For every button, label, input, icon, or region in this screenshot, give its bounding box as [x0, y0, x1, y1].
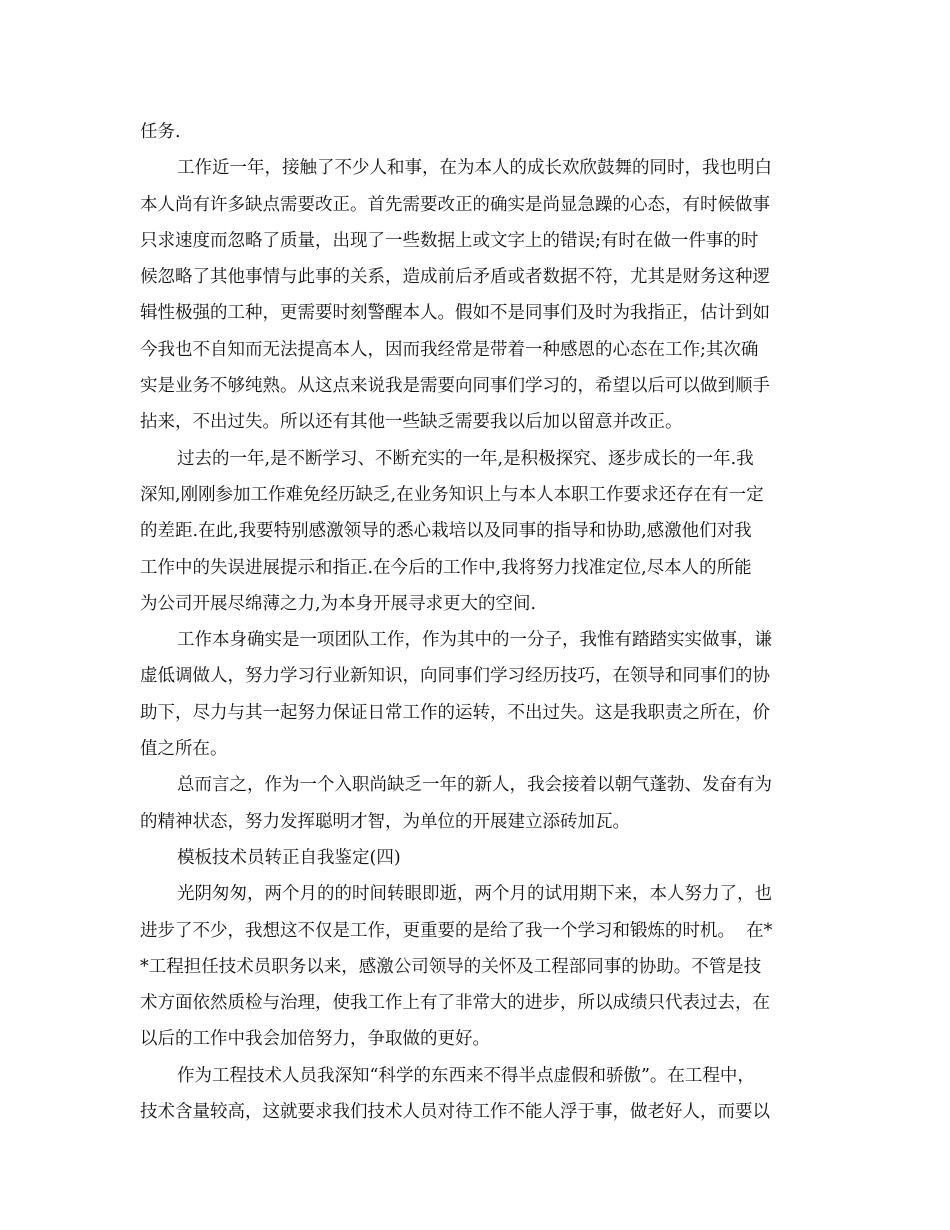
text-line: 过去的一年,是不断学习、不断充实的一年,是积极探究、逐步成长的一年.我 — [177, 448, 754, 469]
text-line: 任务. — [140, 122, 181, 142]
text-line: 本人尚有许多缺点需要改正。首先需要改正的确实是尚显急躁的心态，有时候做事 — [140, 194, 770, 215]
text-line: 术方面依然质检与治理，使我工作上有了非常大的进步，所以成绩只代表过去，在 — [140, 993, 770, 1014]
text-line: 总而言之，作为一个入职尚缺乏一年的新人，我会接着以朝气蓬勃、发奋有为 — [177, 775, 772, 796]
text-line: 为公司开展尽绵薄之力,为本身开展寻求更大的空间. — [140, 593, 537, 614]
text-line: 的精神状态，努力发挥聪明才智，为单位的开展建立添砖加瓦。 — [140, 811, 630, 832]
text-line: 助下，尽力与其一起努力保证日常工作的运转，不出过失。这是我职责之所在，价 — [140, 702, 770, 723]
text-line: 辑性极强的工种，更需要时刻警醒本人。假如不是同事们及时为我指正，估计到如 — [140, 303, 770, 324]
text-line: 虚低调做人，努力学习行业新知识，向同事们学习经历技巧，在领导和同事们的协 — [140, 666, 770, 687]
document-body — [140, 114, 812, 1130]
text-line: 值之所在。 — [140, 739, 228, 760]
text-line: 候忽略了其他事情与此事的关系，造成前后矛盾或者数据不符，尤其是财务这种逻 — [140, 267, 770, 288]
text-line: 技术含量较高，这就要求我们技术人员对待工作不能人浮于事，做老好人，而要以 — [140, 1102, 770, 1123]
text-line: 模板技术员转正自我鉴定(四) — [177, 847, 401, 868]
text-line: 以后的工作中我会加倍努力，争取做的更好。 — [140, 1029, 490, 1050]
text-line: 工作中的失误进展提示和指正.在今后的工作中,我将努力找准定位,尽本人的所能 — [140, 557, 752, 578]
text-line: 实是业务不够纯熟。从这点来说我是需要向同事们学习的，希望以后可以做到顺手 — [140, 376, 770, 397]
text-line: 拈来，不出过失。所以还有其他一些缺乏需要我以后加以留意并改正。 — [140, 412, 683, 433]
text-line: 工作近一年，接触了不少人和事，在为本人的成长欢欣鼓舞的同时，我也明白 — [177, 158, 772, 179]
text-line: 只求速度而忽略了质量，出现了一些数据上或文字上的错误;有时在做一件事的时 — [140, 230, 759, 251]
text-line: 进步了不少，我想这不仅是工作，更重要的是给了我一个学习和锻炼的时机。 在* — [140, 920, 773, 941]
text-line: 工作本身确实是一项团队工作，作为其中的一分子，我惟有踏踏实实做事，谦 — [177, 630, 772, 651]
text-line: 作为工程技术人员我深知“科学的东西来不得半点虚假和骄傲”。在工程中， — [177, 1065, 755, 1086]
text-line: *工程担任技术员职务以来，感激公司领导的关怀及工程部同事的协助。不管是技 — [140, 956, 762, 977]
text-line: 今我也不自知而无法提高本人，因而我经常是带着一种感恩的心态在工作;其次确 — [140, 339, 759, 360]
text-line: 光阴匆匆，两个月的的时间转眼即逝，两个月的试用期下来，本人努力了，也 — [177, 884, 772, 905]
text-line: 的差距.在此,我要特别感激领导的悉心栽培以及同事的指导和协助,感激他们对我 — [140, 521, 752, 542]
text-line: 深知,刚刚参加工作难免经历缺乏,在业务知识上与本人本职工作要求还存在有一定 — [140, 484, 764, 505]
